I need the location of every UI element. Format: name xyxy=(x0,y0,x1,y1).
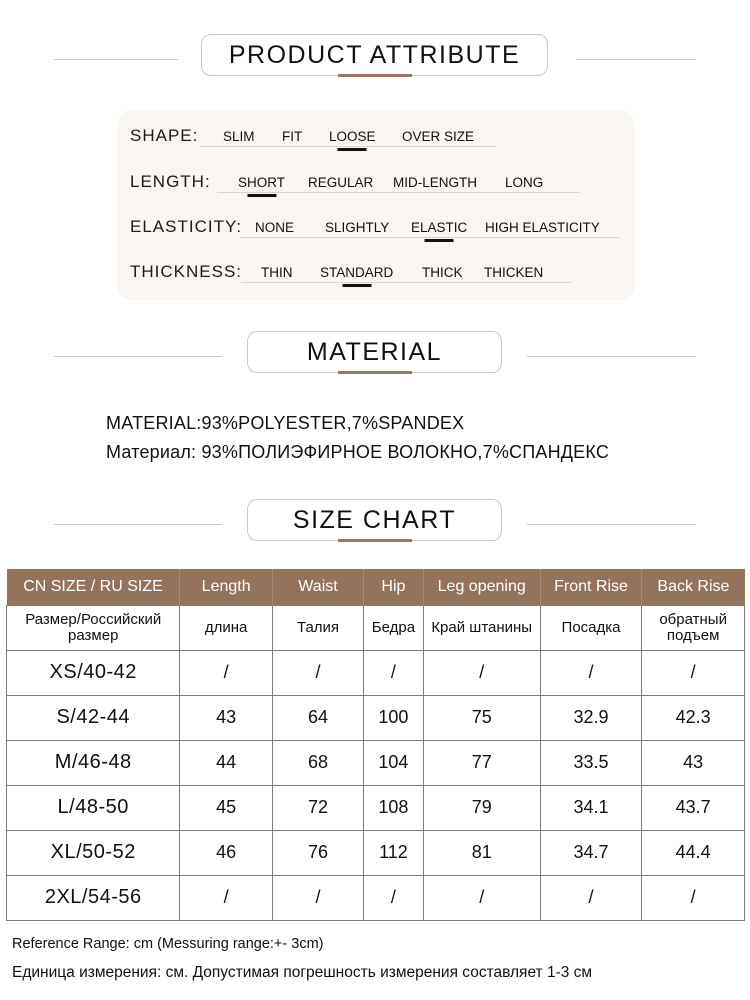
cell-hip: 112 xyxy=(364,830,424,875)
table-row xyxy=(7,650,745,695)
row-underline xyxy=(217,192,580,193)
attribute-label: THICKNESS: xyxy=(130,262,243,281)
option-fit: FIT xyxy=(282,129,303,144)
cell-back-rise: 44.4 xyxy=(642,830,745,875)
cell-size: L/48-50 xyxy=(7,785,180,830)
cell-back-rise: / xyxy=(642,875,745,920)
section-title-pill xyxy=(247,331,502,373)
divider-left xyxy=(54,59,178,60)
size-chart-table xyxy=(6,569,745,921)
cell-leg-opening: 79 xyxy=(423,785,540,830)
cell-size: XS/40-42 xyxy=(7,650,180,695)
option-short-selected: SHORT xyxy=(238,175,286,190)
table-row xyxy=(7,785,745,830)
section-title-pill xyxy=(247,499,502,541)
divider-right xyxy=(527,356,696,357)
section-title: PRODUCT ATTRIBUTE xyxy=(228,40,521,69)
cell-waist: / xyxy=(272,875,363,920)
cell-waist: / xyxy=(272,650,363,695)
attribute-row-shape xyxy=(130,120,610,150)
header-hip: Hip xyxy=(364,569,424,605)
cell-size: XL/50-52 xyxy=(7,830,180,875)
option-loose-selected: LOOSE xyxy=(329,129,376,144)
attribute-label: SHAPE: xyxy=(130,126,199,145)
cell-length: 46 xyxy=(180,830,272,875)
header-ru-waist: Талия xyxy=(272,605,363,650)
cell-size: 2XL/54-56 xyxy=(7,875,180,920)
cell-waist: 68 xyxy=(272,740,363,785)
accent-bar xyxy=(338,539,412,542)
header-ru-length: длина xyxy=(180,605,272,650)
table-header-row xyxy=(7,569,745,605)
cell-leg-opening: / xyxy=(423,875,540,920)
divider-left xyxy=(54,524,222,525)
table-row xyxy=(7,740,745,785)
attribute-label: ELASTICITY: xyxy=(130,217,243,236)
cell-back-rise: 42.3 xyxy=(642,695,745,740)
option-slim: SLIM xyxy=(223,129,255,144)
cell-leg-opening: 75 xyxy=(423,695,540,740)
cell-size: M/46-48 xyxy=(7,740,180,785)
cell-length: 43 xyxy=(180,695,272,740)
section-header-material xyxy=(0,331,750,381)
table-row xyxy=(7,830,745,875)
header-back-rise: Back Rise xyxy=(642,569,745,605)
attribute-row-length xyxy=(130,166,610,196)
reference-range-note-russian: Единица измерения: см. Допустимая погрешность измерения составляет 1-3 см xyxy=(12,964,593,981)
table-row xyxy=(7,875,745,920)
cell-waist: 76 xyxy=(272,830,363,875)
header-length: Length xyxy=(180,569,272,605)
option-high-elasticity: HIGH ELASTICITY xyxy=(485,220,600,235)
option-thicken: THICKEN xyxy=(484,265,544,280)
option-long: LONG xyxy=(505,175,544,190)
section-title: SIZE CHART xyxy=(292,505,457,534)
cell-waist: 64 xyxy=(272,695,363,740)
cell-hip: / xyxy=(364,875,424,920)
table-header-row-russian xyxy=(7,605,745,650)
row-underline xyxy=(241,282,571,283)
option-mid-length: MID-LENGTH xyxy=(393,175,477,190)
divider-right xyxy=(576,59,696,60)
cell-length: / xyxy=(180,650,272,695)
cell-back-rise: 43 xyxy=(642,740,745,785)
cell-waist: 72 xyxy=(272,785,363,830)
row-underline xyxy=(240,237,620,238)
accent-bar xyxy=(338,74,412,77)
section-title: MATERIAL xyxy=(306,337,443,366)
material-english: MATERIAL:93%POLYESTER,7%SPANDEX xyxy=(106,413,465,433)
cell-hip: / xyxy=(364,650,424,695)
material-russian: Материал: 93%ПОЛИЭФИРНОЕ ВОЛОКНО,7%СПАНДЕКС xyxy=(106,442,610,462)
cell-back-rise: / xyxy=(642,650,745,695)
attribute-row-elasticity xyxy=(130,211,630,241)
attribute-panel xyxy=(118,110,634,300)
option-standard-selected: STANDARD xyxy=(320,265,394,280)
option-slightly: SLIGHTLY xyxy=(325,220,390,235)
row-underline xyxy=(200,146,497,147)
attribute-row-thickness xyxy=(130,256,610,286)
cell-leg-opening: / xyxy=(423,650,540,695)
cell-hip: 108 xyxy=(364,785,424,830)
header-ru-back-rise: обратный подъем xyxy=(642,605,745,650)
cell-front-rise: 33.5 xyxy=(540,740,642,785)
header-leg-opening: Leg opening xyxy=(423,569,540,605)
reference-range-note: Reference Range: cm (Messuring range:+- 3cm) xyxy=(12,936,324,952)
divider-right xyxy=(527,524,696,525)
header-front-rise: Front Rise xyxy=(540,569,642,605)
cell-leg-opening: 81 xyxy=(423,830,540,875)
divider-left xyxy=(54,356,222,357)
table-row xyxy=(7,695,745,740)
header-ru-size: Размер/Российский размер xyxy=(7,605,180,650)
header-waist: Waist xyxy=(272,569,363,605)
cell-leg-opening: 77 xyxy=(423,740,540,785)
cell-front-rise: 32.9 xyxy=(540,695,642,740)
option-none: NONE xyxy=(255,220,295,235)
cell-length: 44 xyxy=(180,740,272,785)
cell-hip: 104 xyxy=(364,740,424,785)
option-over-size: OVER SIZE xyxy=(402,129,475,144)
cell-front-rise: / xyxy=(540,875,642,920)
option-thin: THIN xyxy=(261,265,293,280)
cell-front-rise: 34.1 xyxy=(540,785,642,830)
section-header-product-attribute xyxy=(0,34,750,84)
section-header-size-chart xyxy=(0,499,750,549)
header-ru-hip: Бедра xyxy=(364,605,424,650)
cell-length: / xyxy=(180,875,272,920)
cell-length: 45 xyxy=(180,785,272,830)
cell-size: S/42-44 xyxy=(7,695,180,740)
option-elastic-selected: ELASTIC xyxy=(411,220,468,235)
header-ru-leg-opening: Край штанины xyxy=(423,605,540,650)
cell-hip: 100 xyxy=(364,695,424,740)
cell-front-rise: 34.7 xyxy=(540,830,642,875)
section-title-pill xyxy=(201,34,548,76)
option-thick: THICK xyxy=(422,265,463,280)
header-size: CN SIZE / RU SIZE xyxy=(7,569,180,605)
accent-bar xyxy=(338,371,412,374)
cell-back-rise: 43.7 xyxy=(642,785,745,830)
cell-front-rise: / xyxy=(540,650,642,695)
header-ru-front-rise: Посадка xyxy=(540,605,642,650)
option-regular: REGULAR xyxy=(308,175,374,190)
attribute-label: LENGTH: xyxy=(130,172,211,191)
